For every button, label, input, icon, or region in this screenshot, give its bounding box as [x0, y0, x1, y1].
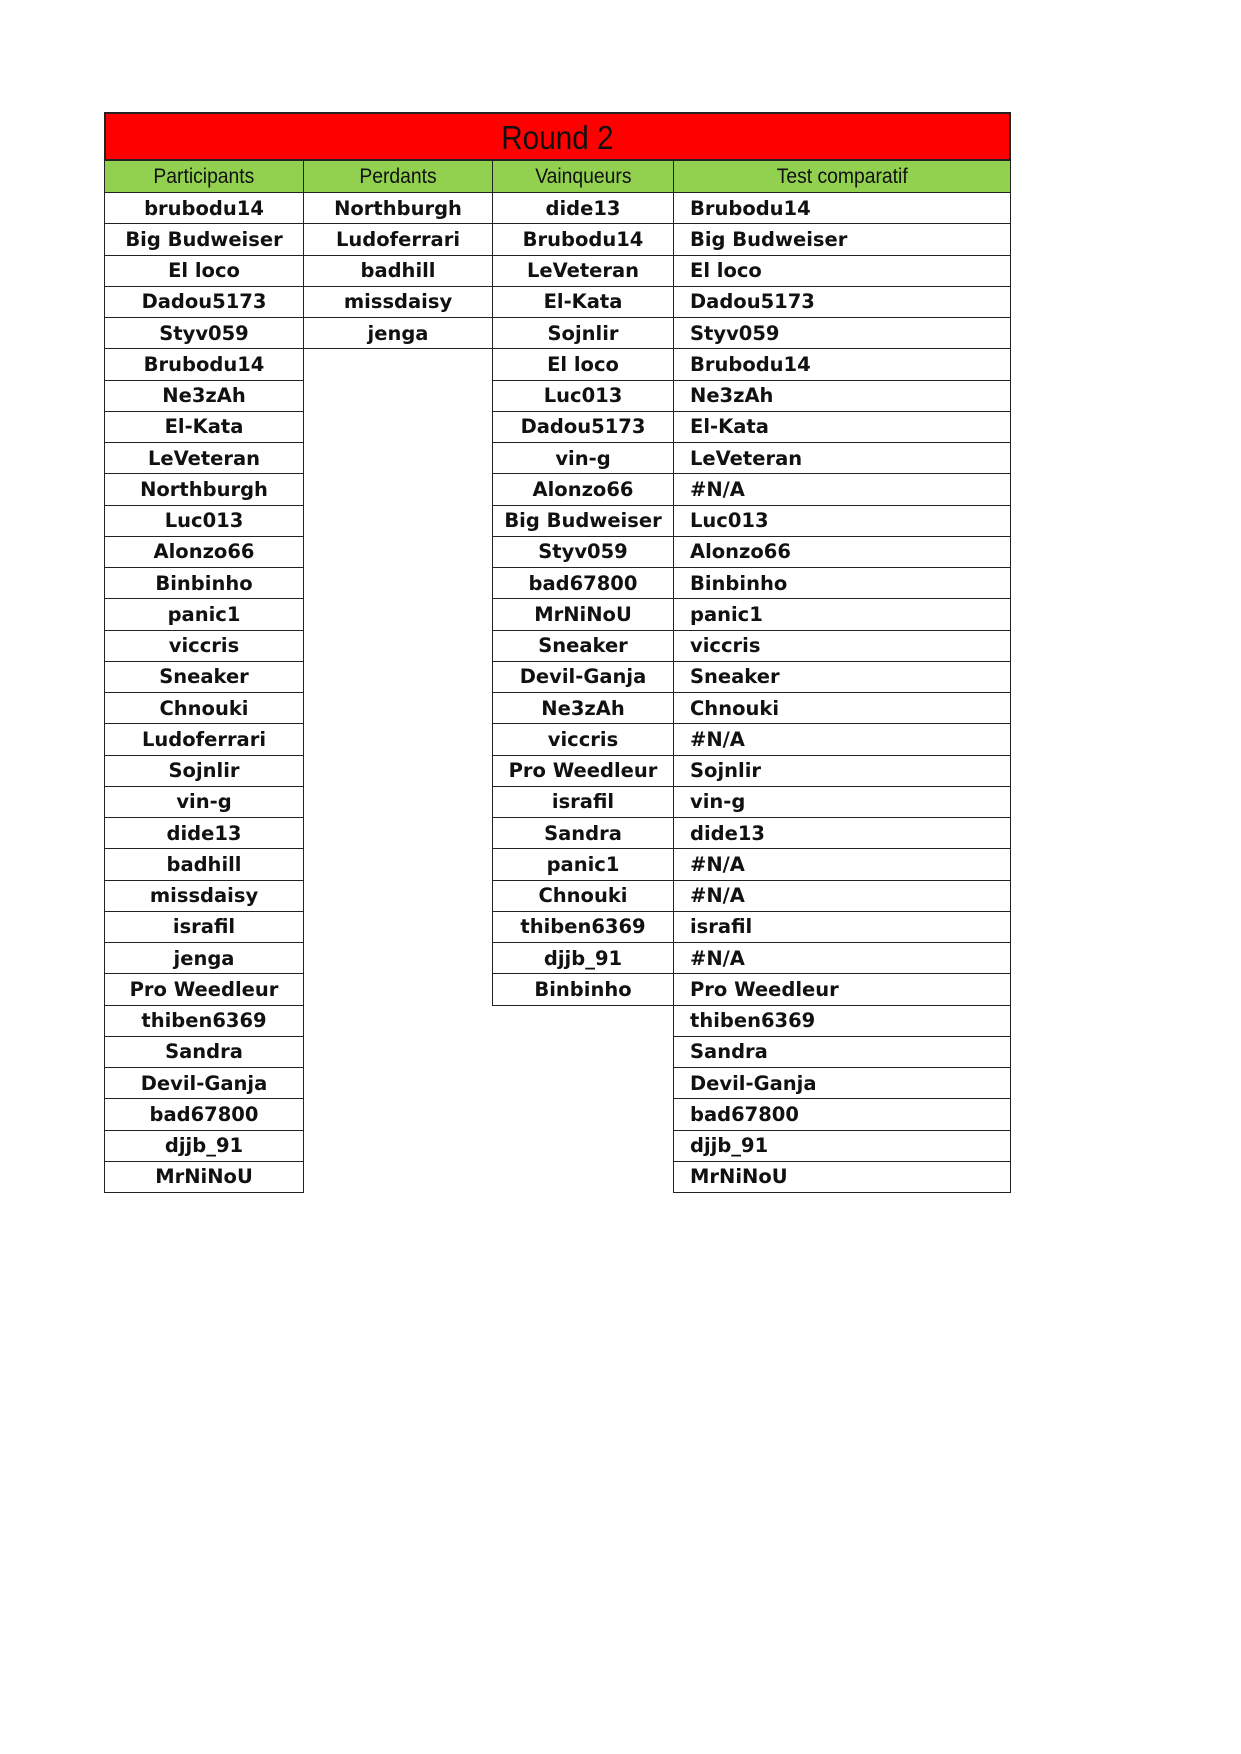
table-cell[interactable] — [492, 537, 674, 568]
table-cell[interactable] — [673, 1131, 1011, 1162]
cell-text: dide13 — [545, 196, 621, 220]
table-cell[interactable] — [104, 349, 304, 380]
header-participants — [104, 160, 304, 193]
table-cell[interactable] — [673, 787, 1011, 818]
cell-text: Pro Weedleur — [690, 977, 839, 1001]
table-cell[interactable] — [492, 724, 674, 755]
cell-text: El-Kata — [164, 415, 244, 439]
cell-text: djjb_91 — [543, 946, 623, 970]
table-cell[interactable] — [673, 1006, 1011, 1037]
table-cell[interactable] — [104, 818, 304, 849]
cell-text: Styv059 — [538, 540, 628, 564]
cell-text: vin-g — [690, 790, 746, 814]
cell-text: jenga — [367, 321, 429, 345]
cell-text: Dadou5173 — [520, 415, 646, 439]
table-cell[interactable] — [104, 1099, 304, 1130]
cell-text: Luc013 — [543, 384, 623, 408]
table-cell[interactable] — [673, 693, 1011, 724]
table-cell[interactable] — [104, 1006, 304, 1037]
cell-text: LeVeteran — [147, 446, 261, 470]
table-cell[interactable] — [492, 287, 674, 318]
header-vainqueurs — [492, 160, 674, 193]
cell-text: Sneaker — [690, 665, 780, 689]
table-cell[interactable] — [104, 756, 304, 787]
cell-text: Northburgh — [334, 196, 462, 220]
table-cell[interactable] — [104, 443, 304, 474]
cell-text: vin-g — [176, 790, 232, 814]
table-cell[interactable] — [673, 662, 1011, 693]
table-cell[interactable] — [104, 974, 304, 1005]
table-cell[interactable] — [104, 943, 304, 974]
cell-text: Binbinho — [534, 977, 632, 1001]
cell-text: thiben6369 — [141, 1009, 267, 1033]
cell-text: #N/A — [690, 884, 745, 908]
header-vainqueurs-label: Vainqueurs — [534, 164, 632, 188]
table-cell[interactable] — [673, 912, 1011, 943]
cell-text: bad67800 — [149, 1102, 259, 1126]
table-cell[interactable] — [492, 318, 674, 349]
table-cell[interactable] — [104, 256, 304, 287]
table-cell[interactable] — [673, 756, 1011, 787]
table-cell[interactable] — [104, 537, 304, 568]
table-cell[interactable] — [492, 224, 674, 255]
table-cell[interactable] — [104, 474, 304, 505]
cell-text: Devil-Ganja — [690, 1071, 817, 1095]
table-cell[interactable] — [673, 881, 1011, 912]
table-cell[interactable] — [673, 599, 1011, 630]
cell-text: El loco — [547, 352, 619, 376]
header-perdants-label: Perdants — [359, 164, 437, 188]
cell-text: Northburgh — [140, 477, 268, 501]
table-cell[interactable] — [673, 443, 1011, 474]
table-cell[interactable] — [673, 506, 1011, 537]
table-cell[interactable] — [492, 693, 674, 724]
table-cell[interactable] — [673, 224, 1011, 255]
table-cell[interactable] — [492, 506, 674, 537]
table-cell[interactable] — [303, 193, 493, 224]
table-cell[interactable] — [492, 349, 674, 380]
cell-text: Sojnlir — [690, 759, 761, 783]
table-cell[interactable] — [104, 787, 304, 818]
cell-text: Big Budweiser — [504, 509, 662, 533]
cell-text: panic1 — [690, 602, 763, 626]
table-cell[interactable] — [673, 1099, 1011, 1130]
table-cell[interactable] — [104, 287, 304, 318]
cell-text: israfil — [690, 915, 753, 939]
participants-column — [104, 193, 304, 1193]
table-cell[interactable] — [492, 849, 674, 880]
cell-text: Sneaker — [538, 634, 628, 658]
cell-text: viccris — [168, 634, 240, 658]
table-cell[interactable] — [104, 849, 304, 880]
cell-text: Brubodu14 — [690, 196, 811, 220]
cell-text: Styv059 — [690, 321, 780, 345]
header-test-comparatif — [673, 160, 1011, 193]
vainqueurs-column — [492, 193, 674, 1006]
header-test-label: Test comparatif — [776, 164, 908, 188]
perdants-column — [303, 193, 493, 349]
cell-text: Alonzo66 — [153, 540, 255, 564]
cell-text: Luc013 — [164, 509, 244, 533]
table-cell[interactable] — [673, 631, 1011, 662]
table-cell[interactable] — [104, 912, 304, 943]
table-cell[interactable] — [492, 756, 674, 787]
cell-text: Dadou5173 — [141, 290, 267, 314]
cell-text: panic1 — [546, 852, 620, 876]
cell-text: Ne3zAh — [541, 696, 625, 720]
cell-text: Binbinho — [690, 571, 788, 595]
table-cell[interactable] — [673, 849, 1011, 880]
table-cell[interactable] — [104, 599, 304, 630]
cell-text: Dadou5173 — [690, 290, 815, 314]
table-cell[interactable] — [104, 1131, 304, 1162]
table-cell[interactable] — [673, 318, 1011, 349]
cell-text: missdaisy — [149, 884, 259, 908]
table-cell[interactable] — [104, 1162, 304, 1193]
cell-text: dide13 — [166, 821, 242, 845]
cell-text: Brubodu14 — [690, 352, 811, 376]
cell-text: viccris — [690, 634, 761, 658]
cell-text: viccris — [547, 727, 619, 751]
cell-text: Sandra — [544, 821, 622, 845]
cell-text: Luc013 — [690, 509, 769, 533]
table-cell[interactable] — [673, 474, 1011, 505]
cell-text: Brubodu14 — [143, 352, 265, 376]
table-cell[interactable] — [492, 787, 674, 818]
table-cell[interactable] — [303, 224, 493, 255]
cell-text: vin-g — [555, 446, 611, 470]
cell-text: #N/A — [690, 946, 745, 970]
table-cell[interactable] — [104, 506, 304, 537]
table-cell[interactable] — [104, 1068, 304, 1099]
table-cell[interactable] — [673, 1068, 1011, 1099]
cell-text: Devil-Ganja — [519, 665, 647, 689]
table-cell[interactable] — [673, 256, 1011, 287]
cell-text: Big Budweiser — [690, 227, 848, 251]
cell-text: MrNiNoU — [534, 602, 632, 626]
table-cell[interactable] — [492, 943, 674, 974]
table-cell[interactable] — [303, 256, 493, 287]
cell-text: #N/A — [690, 852, 745, 876]
cell-text: Ludoferrari — [141, 727, 267, 751]
table-cell[interactable] — [673, 1162, 1011, 1193]
table-cell[interactable] — [492, 381, 674, 412]
table-cell[interactable] — [492, 256, 674, 287]
table-cell[interactable] — [673, 193, 1011, 224]
table-cell[interactable] — [104, 568, 304, 599]
cell-text: israfil — [551, 790, 615, 814]
table-cell[interactable] — [492, 474, 674, 505]
table-cell[interactable] — [673, 974, 1011, 1005]
cell-text: israfil — [172, 915, 236, 939]
table-cell[interactable] — [104, 224, 304, 255]
cell-text: Devil-Ganja — [140, 1071, 268, 1095]
table-cell[interactable] — [104, 412, 304, 443]
cell-text: Alonzo66 — [690, 540, 791, 564]
test-comparatif-column — [673, 193, 1011, 1193]
table-cell[interactable] — [492, 568, 674, 599]
table-cell[interactable] — [492, 412, 674, 443]
table-cell[interactable] — [104, 1037, 304, 1068]
table-cell[interactable] — [492, 818, 674, 849]
table-cell[interactable] — [104, 381, 304, 412]
table-cell[interactable] — [492, 193, 674, 224]
cell-text: Styv059 — [159, 321, 249, 345]
cell-text: Ludoferrari — [335, 227, 461, 251]
cell-text: Sojnlir — [547, 321, 619, 345]
cell-text: #N/A — [690, 477, 745, 501]
cell-text: Sojnlir — [168, 759, 240, 783]
table-cell[interactable] — [492, 599, 674, 630]
cell-text: LeVeteran — [690, 446, 803, 470]
cell-text: Pro Weedleur — [508, 759, 658, 783]
cell-text: bad67800 — [528, 571, 638, 595]
cell-text: MrNiNoU — [690, 1165, 788, 1189]
header-perdants — [303, 160, 493, 193]
cell-text: thiben6369 — [690, 1009, 816, 1033]
round-title-text: Round 2 — [501, 118, 614, 156]
table-cell[interactable] — [104, 631, 304, 662]
cell-text: jenga — [173, 946, 235, 970]
cell-text: Ne3zAh — [690, 384, 774, 408]
cell-text: Chnouki — [690, 696, 780, 720]
table-cell[interactable] — [303, 318, 493, 349]
cell-text: Ne3zAh — [162, 384, 246, 408]
cell-text: El loco — [690, 259, 762, 283]
round-title — [104, 112, 1011, 160]
header-participants-label: Participants — [153, 164, 255, 188]
cell-text: LeVeteran — [526, 259, 640, 283]
cell-text: djjb_91 — [164, 1134, 244, 1158]
cell-text: Pro Weedleur — [129, 977, 279, 1001]
table-cell[interactable] — [673, 818, 1011, 849]
cell-text: Sandra — [165, 1040, 243, 1064]
table-cell[interactable] — [104, 662, 304, 693]
cell-text: djjb_91 — [690, 1134, 769, 1158]
cell-text: #N/A — [690, 727, 745, 751]
table-cell[interactable] — [673, 537, 1011, 568]
cell-text: panic1 — [167, 602, 241, 626]
cell-text: dide13 — [690, 821, 765, 845]
table-cell[interactable] — [673, 381, 1011, 412]
table-cell[interactable] — [673, 412, 1011, 443]
cell-text: Alonzo66 — [532, 477, 634, 501]
table-cell[interactable] — [104, 193, 304, 224]
cell-text: thiben6369 — [520, 915, 646, 939]
cell-text: badhill — [166, 852, 242, 876]
table-cell[interactable] — [673, 724, 1011, 755]
cell-text: missdaisy — [343, 290, 453, 314]
cell-text: badhill — [360, 259, 436, 283]
table-cell[interactable] — [673, 943, 1011, 974]
cell-text: Sandra — [690, 1040, 768, 1064]
table-cell[interactable] — [492, 631, 674, 662]
table-cell[interactable] — [673, 349, 1011, 380]
cell-text: El loco — [168, 259, 240, 283]
cell-text: Big Budweiser — [125, 227, 283, 251]
table-cell[interactable] — [673, 1037, 1011, 1068]
table-cell[interactable] — [673, 568, 1011, 599]
cell-text: MrNiNoU — [155, 1165, 253, 1189]
cell-text: El-Kata — [543, 290, 623, 314]
table-cell[interactable] — [673, 287, 1011, 318]
table-cell[interactable] — [492, 974, 674, 1005]
table-cell[interactable] — [104, 724, 304, 755]
table-cell[interactable] — [303, 287, 493, 318]
column-header-row — [104, 160, 1011, 193]
table-cell[interactable] — [104, 693, 304, 724]
cell-text: El-Kata — [690, 415, 769, 439]
cell-text: Chnouki — [159, 696, 249, 720]
cell-text: Chnouki — [538, 884, 628, 908]
table-cell[interactable] — [492, 443, 674, 474]
cell-text: Binbinho — [155, 571, 253, 595]
table-cell[interactable] — [492, 662, 674, 693]
cell-text: brubodu14 — [144, 196, 264, 220]
cell-text: Sneaker — [159, 665, 249, 689]
table-cell[interactable] — [104, 318, 304, 349]
cell-text: Brubodu14 — [522, 227, 644, 251]
table-cell[interactable] — [492, 912, 674, 943]
table-cell[interactable] — [492, 881, 674, 912]
table-cell[interactable] — [104, 881, 304, 912]
cell-text: bad67800 — [690, 1102, 799, 1126]
